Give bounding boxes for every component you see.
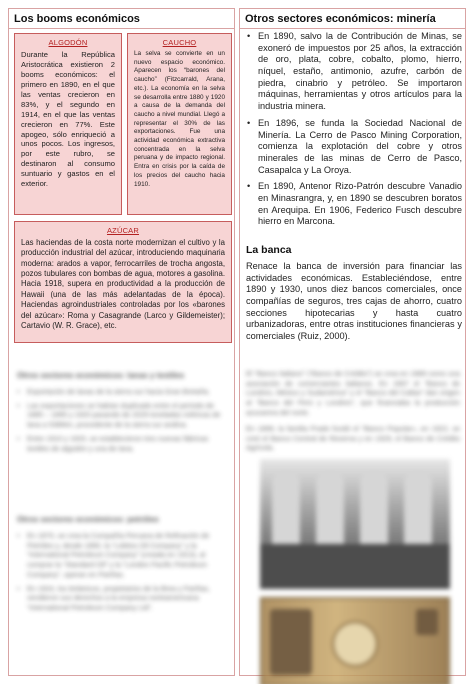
banca-blur-paragraph: En 1899, la familia Prado fundó el “Banco Popular», en 1922, se creó el Banco Central de Reserva y en 1929, el Banco de Crédito Agrícola. xyxy=(246,424,460,453)
lanas-item: • Las exportaciones se habían duplicado entre el período de 1885 – 1895 y 1920 pasando de 2029 toneladas métricas de lana a 5386tm, procedente de la sierra sur andina. xyxy=(17,401,227,430)
banknote-number xyxy=(416,609,438,635)
left-header xyxy=(9,9,234,29)
petroleo-item: • En 1870, se crea la Compañía Peruana de Refinación de Petróleo y, desde 1890, la “Lobitos Oil Company” y la “International Petroleum Company” (creada en 1913), al comprar la “Standard Oil” y la “London Pacific Petroleum Company”, operan en Pariñas. xyxy=(17,531,227,580)
petroleo-item: • En 1924, los británicos, propietarios de la Brea y Pariñas, vendieron sus derechos a la empresa norteamericana “International Petroleum Company Ltd”. xyxy=(17,584,227,613)
banknote-seal xyxy=(332,621,378,667)
banca-text: Renace la banca de inversión para financiar las actividades económicas. Estableciéndose, entre 1890 y 1930, unos diez bancos comerciales, once compañías de seguros, tres cajas de ahorro, cuatro secciones hipotecarias y hasta cuatro urbanizadoras, entre otras instituciones financieras y comerciales (Ruiz, 2000). xyxy=(246,261,462,342)
algodon-title: ALGODÓN xyxy=(48,38,88,47)
caucho-title: CAUCHO xyxy=(162,38,197,47)
caucho-text: La selva se convierte en un nuevo espacio económico. Aparecen los “barones del caucho” (Fitzcarrald, Arana, etc.). La economía en la selva se desarrolla entre 1880 y 1920 a causa de la demanda del caucho a nivel mundial. Llegó a representar el 30% de las exportaciones. Fue una actividad económica extractiva concentrada en la selva peruana y de impacto regional. Entra en crisis por la caída de los precios del caucho hacia 1910. xyxy=(134,50,225,188)
petroleo-title: Otros sectores económicos: petróleo xyxy=(17,515,159,524)
mineria-item: • En 1896, se funda la Sociedad Nacional de Minería. La Cerro de Pasco Mining Corporation, comienza la explotación del cobre y otros minerales de las minas de Cerro de Pasco, Casapalca y La Oroya. xyxy=(246,118,462,176)
left-title: Los booms económicos xyxy=(14,13,140,25)
azucar-text: Las haciendas de la costa norte modernizan el cultivo y la producción industrial del azúcar, introduciendo maquinaria moderna: arados a vapor, ferrocarriles de trocha angosta, pozos tubulares con bombas de agua, motores a gasolina. Hacia 1918, supera en productividad a la producción de Hawaii (una de las más adelantadas de la época). Haciendas agroindustriales controladas por los «barones del azúcar»: Roma y Casagrande (Larco y Gildemeister); Cartavio (W. R. Grace), etc. xyxy=(21,238,225,330)
banca-title: La banca xyxy=(246,244,292,256)
right-column xyxy=(239,8,466,676)
banca-blur-paragraph: El “Banco Italiano” (“Banco de Crédito”) se crea en 1889 como una asociación de comerciantes italianos. En 1897 el “Banco de Londres, México y Sudamérica” y el “Banco del Callao” dan origen al “Banco del Perú y Londres”, que financiaba la producción azucarera del norte. xyxy=(246,369,460,417)
right-title: Otros sectores económicos: minería xyxy=(245,13,436,25)
right-header xyxy=(240,9,465,29)
mineria-list xyxy=(246,31,462,233)
azucar-box xyxy=(14,221,232,343)
lanas-title: Otros sectores económicos: lanas y textiles xyxy=(17,371,185,380)
lanas-item: • Exportación de lanas de la sierra sur hacia Gran Bretaña. xyxy=(17,387,227,397)
photo-floor xyxy=(260,544,450,589)
algodon-box xyxy=(14,33,122,215)
bank-interior-photo xyxy=(260,459,450,589)
mineria-item: • En 1890, Antenor Rizo-Patrón descubre Vanadio en Minasrangra, y, en 1890 se descubren boratos en Arequipa. En 1906, Federico Fusch descubre hierro en Marcona. xyxy=(246,181,462,228)
azucar-title: AZÚCAR xyxy=(106,226,140,235)
lanas-list xyxy=(17,387,227,457)
caucho-box xyxy=(127,33,232,215)
left-column xyxy=(8,8,235,676)
algodon-text: Durante la República Aristocrática existieron 2 booms económicos: el primero en 1890, en el que las ventas crecieron en 83%, y el segundo en 1914, en el que las ventas crecieron en 77%. Este apogeo, sólo enriqueció a unos pocos. Los ingresos, por este rubro, se destinaron al consumo suntuario y gastos en el exterior. xyxy=(21,50,115,189)
mineria-item: • En 1890, salvo la de Contribución de Minas, se exoneró de impuestos por 25 años, la extracción de oro, plata, cobre, cobalto, plomo, hierro, níquel, estaño, antimonio, azufre, carbón de piedra, cinabrio y petróleo. Se importaron máquinas, herramientas y otros artículos para la industria minera. xyxy=(246,31,462,113)
lanas-item: • Entre 1910 y 1920, se establecieron tres nuevas fábricas textiles de algodón y una de lana. xyxy=(17,434,227,453)
banknote-portrait xyxy=(270,609,312,675)
petroleo-list xyxy=(17,531,227,617)
banknote-image xyxy=(260,597,450,684)
